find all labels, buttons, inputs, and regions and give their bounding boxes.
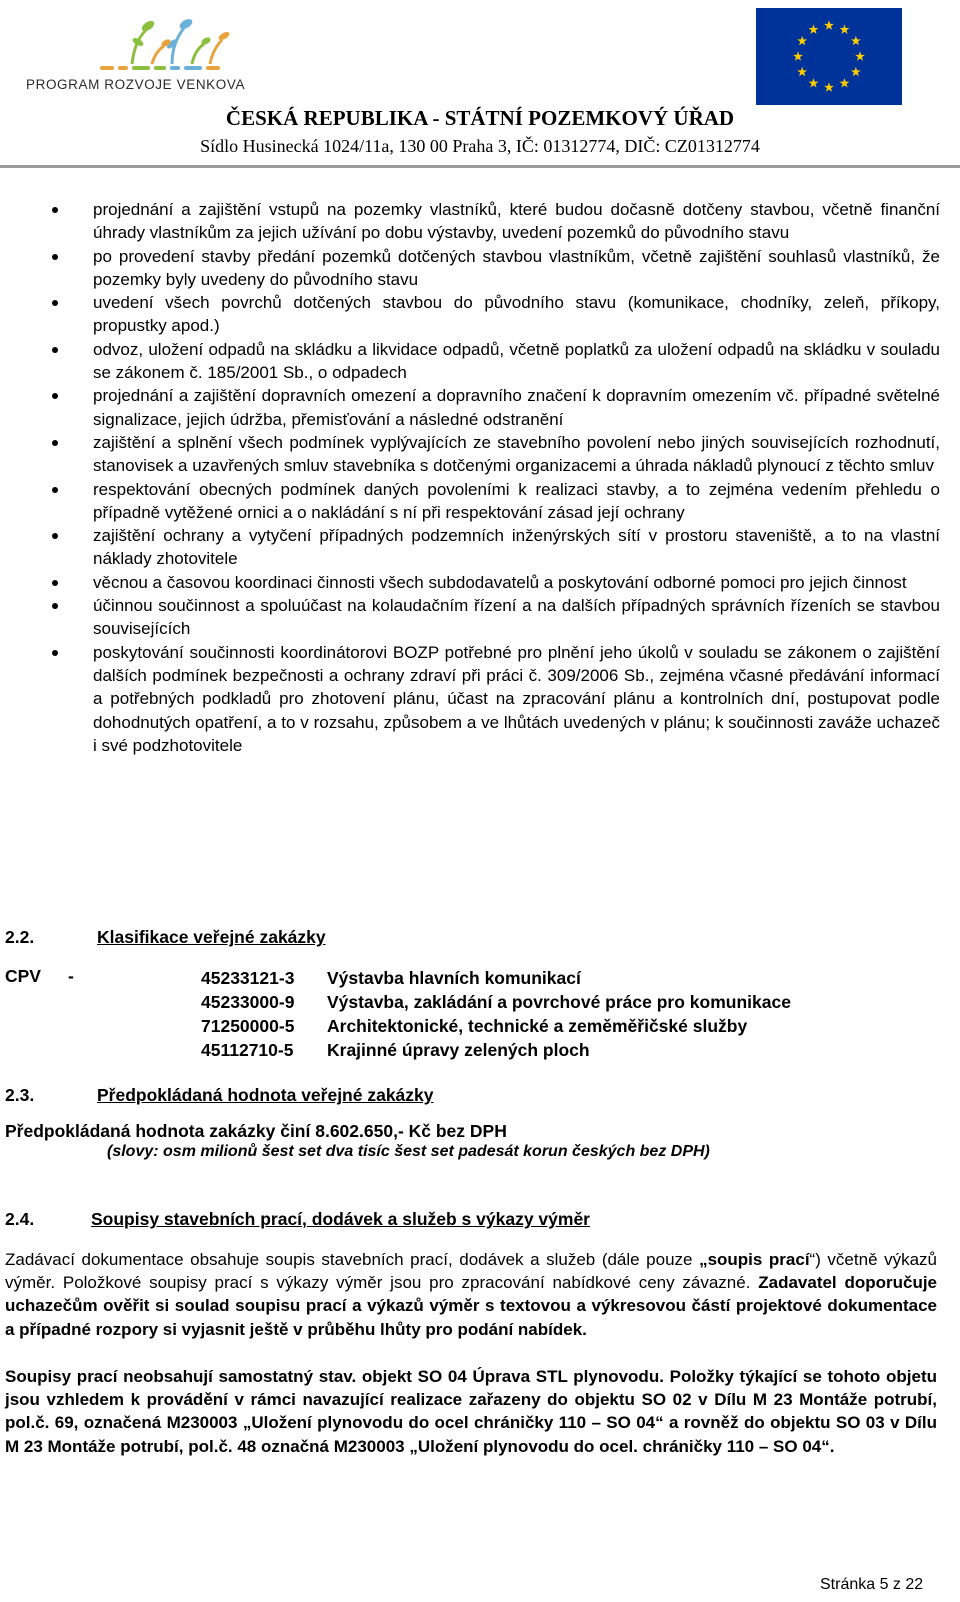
estimated-value: Předpokládaná hodnota zakázky činí 8.602.650,- Kč bez DPH	[5, 1121, 507, 1141]
cpv-row	[201, 1038, 791, 1062]
paragraph-so04-note: Soupisy prací neobsahují samostatný stav. objekt SO 04 Úprava STL plynovodu. Položky týkající se tohoto objetu jsou vzhledem k provádění v rámci navazující realizace zařazeny do objektu SO 02 v Dílu M 23 Montáže potrubí, pol.č. 69, označená M230003 „Uložení plynovodu do ocel chráničky 110 – SO 04“ a rovněž do objektu SO 03 v Dílu M 23 Montáže potrubí, pol.č. 48 označná M230003 „Uložení plynovodu do ocel. chráničky 110 – SO 04“.	[5, 1367, 937, 1456]
page-header	[0, 0, 960, 170]
obligations-list	[0, 198, 960, 757]
paragraph-bill-of-quantities: Zadávací dokumentace obsahuje soupis stavebních prací, dodávek a služeb (dále pouze „soupis prací“) včetně výkazů výměr. Položkové soupisy prací s výkazy výměr jsou pro zpracování nabídkové ceny závazné. Zadavatel doporučuje uchazečům ověřit si soulad soupisu prací a výkazů výměr s textovou a výkresovou částí projektové dokumentace a případné rozpory si vyjasnit ještě v průběhu lhůty pro podání nabídek.	[5, 1250, 938, 1339]
cpv-code: 71250000-5	[201, 1016, 295, 1036]
section-heading-2-2	[5, 927, 326, 948]
list-item: respektování obecných podmínek daných povoleními k realizaci stavby, a to zejména vedením přehledu o případně vytěžené ornici a o nakládání s ní při respektování zásad její ochrany	[0, 478, 960, 525]
cpv-description: Výstavba, zakládání a povrchové práce pro komunikace	[327, 992, 791, 1012]
bullet-icon	[52, 440, 58, 446]
list-item: projednání a zajištění vstupů na pozemky vlastníků, které budou dočasně dotčeny stavbou, včetně finanční úhrady vlastníkům za jejich užívání po dobu výstavby, uvedení pozemků do původního stavu	[0, 198, 960, 245]
cpv-dash: -	[68, 966, 74, 986]
bullet-icon	[52, 533, 58, 539]
bullet-icon	[52, 603, 58, 609]
list-item: projednání a zajištění dopravních omezení a dopravního značení k dopravním omezením vč. případné světelné signalizace, jejich údržba, přemisťování a následné odstranění	[0, 384, 960, 431]
cpv-row	[201, 990, 791, 1014]
eu-flag-icon	[756, 8, 902, 105]
logo-text: PROGRAM ROZVOJE VENKOVA	[26, 77, 246, 92]
cpv-code: 45233000-9	[201, 992, 295, 1012]
list-item: věcnou a časovou koordinaci činnosti všech subdodavatelů a poskytování odborné pomoci pro jejich činnost	[0, 571, 960, 594]
bullet-icon	[52, 393, 58, 399]
header-divider	[0, 165, 960, 168]
cpv-description: Krajinné úpravy zelených ploch	[327, 1040, 590, 1060]
organization-name: ČESKÁ REPUBLIKA - STÁTNÍ POZEMKOVÝ ÚŘAD	[225, 106, 735, 130]
bullet-icon	[52, 487, 58, 493]
section-title: Klasifikace veřejné zakázky	[97, 927, 326, 947]
bullet-icon	[52, 347, 58, 353]
cpv-row	[201, 1014, 791, 1038]
section-heading-2-3	[5, 1085, 434, 1106]
cpv-code: 45112710-5	[201, 1040, 294, 1060]
list-item: zajištění ochrany a vytyčení případných podzemních inženýrských sítí v prostoru staveniště, a to na vlastní náklady zhotovitele	[0, 524, 960, 571]
section-number: 2.2.	[5, 927, 35, 947]
list-item: uvedení všech povrchů dotčených stavbou do původního stavu (komunikace, chodníky, zeleň, příkopy, propustky apod.)	[0, 291, 960, 338]
bullet-icon	[52, 254, 58, 260]
cpv-description: Výstavba hlavních komunikací	[327, 968, 581, 988]
section-number: 2.3.	[5, 1085, 35, 1105]
cpv-label: CPV	[5, 966, 41, 986]
section-number: 2.4.	[5, 1209, 35, 1229]
cpv-code: 45233121-3	[201, 968, 295, 988]
estimated-value-in-words: (slovy: osm milionů šest set dva tisíc šest set padesát korun českých bez DPH)	[107, 1143, 710, 1160]
section-title: Předpokládaná hodnota veřejné zakázky	[97, 1085, 434, 1105]
bullet-icon	[52, 207, 58, 213]
cpv-code-list	[201, 966, 791, 1062]
list-item: po provedení stavby předání pozemků dotčených stavbou vlastníkům, včetně zajištění souhlasů vlastníků, že pozemky byly uvedeny do původního stavu	[0, 245, 960, 292]
list-item: odvoz, uložení odpadů na skládku a likvidace odpadů, včetně poplatků za uložení odpadů na skládku v souladu se zákonem č. 185/2001 Sb., o odpadech	[0, 338, 960, 385]
organization-address: Sídlo Husinecká 1024/11a, 130 00 Praha 3, IČ: 01312774, DIČ: CZ01312774	[200, 136, 760, 156]
section-heading-2-4	[5, 1209, 590, 1230]
bullet-icon	[52, 300, 58, 306]
list-item: zajištění a splnění všech podmínek vyplývajících ze stavebního povolení nebo jiných souvisejících rozhodnutí, stanovisek a uzavřených smluv stavebníka s dotčenými organizacemi a úhrada nákladů plynoucí z těchto smluv	[0, 431, 960, 478]
cpv-description: Architektonické, technické a zeměměřičské služby	[327, 1016, 748, 1036]
cpv-row	[201, 966, 791, 990]
section-title: Soupisy stavebních prací, dodávek a služeb s výkazy výměr	[91, 1209, 590, 1229]
list-item: účinnou součinnost a spoluúčast na kolaudačním řízení a na dalších případných správních řízeních se stavbou souvisejících	[0, 594, 960, 641]
bullet-icon	[52, 580, 58, 586]
page-number: Stránka 5 z 22	[820, 1576, 924, 1593]
bullet-icon	[52, 650, 58, 656]
list-item: poskytování součinnosti koordinátorovi BOZP potřebné pro plnění jeho úkolů v souladu se zákonem o zajištění dalších podmínek bezpečnosti a ochrany zdraví při práci č. 309/2006 Sb., zejména včasné předávání informací a potřebných podkladů pro zhotovení plánu, účast na zpracování plánu a kontrolních dní, postupovat podle dohodnutých opatření, a to v rozsahu, způsobem a ve lhůtách uvedených v plánu; k součinnosti zaváže uchazeč i své podzhotovitele	[0, 641, 960, 757]
